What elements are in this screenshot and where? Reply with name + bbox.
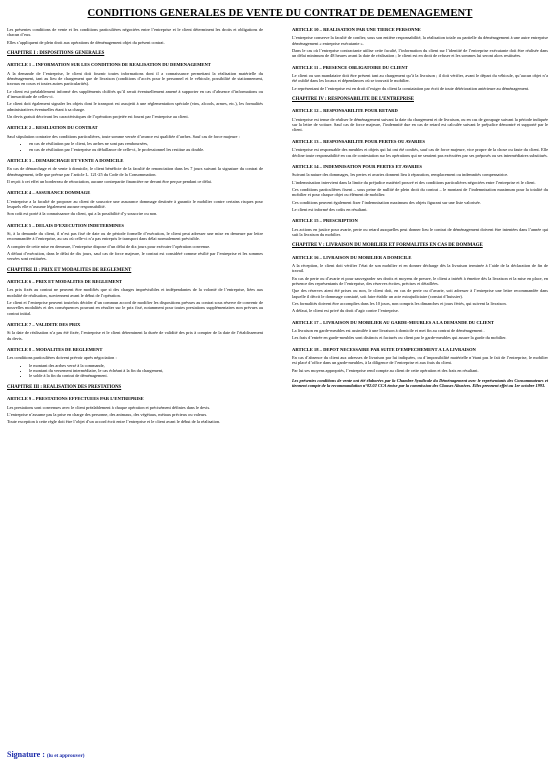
list-item: • en cas de résiliation par l’entreprise ou défaillance de celle-ci, le professionnel les restitue au double. — [29, 147, 263, 152]
article-paragraph: Sauf stipulation contraire des conditions particulières, toute somme versée d’avance est qualifiée d’arrhes. Sauf cas de force majeure : — [7, 133, 240, 139]
article-heading: ARTICLE 9 – PRESTATIONS EFFECTUEES PAR L’ENTREPRISE — [7, 396, 144, 402]
article-heading: ARTICLE 13 – RESPONSABILITE POUR PERTES OU AVARIES — [292, 138, 425, 144]
article-paragraph: En cas de perte ou d’avarie et pour sauvegarder ses droits et moyens de preuve, le client a intérêt à émettre dès la livraison et la mise en place, en présence des représentants de l’entreprise, des réserves écrites, précises et détaillées. — [292, 275, 548, 286]
article-paragraph: En cas d’absence du client aux adresses de livraison par lui indiquées, ou d’impossibilité matérielle n’étant pas le fait de l’entreprise, le mobilier est placé d’office dans un garde-meubles, à la diligence de l’entreprise et aux frais du client. — [292, 355, 548, 366]
article-paragraph: Si la date de réalisation n’a pas été fixée, l’entreprise et le client déterminent la durée de validité des prix à compter de la date de l’établissement du devis. — [7, 330, 263, 341]
article-heading: ARTICLE 12 – RESPONSABILITE POUR RETARD — [292, 108, 398, 114]
article-paragraph: Les prix fixés au contrat ne peuvent être modifiés que si des charges imprévisibles et indépendantes de la volonté de l’entreprise, liées aux modalité de réalisation, surviennent avant le début de l’opération. — [7, 287, 263, 298]
article-list — [7, 141, 263, 152]
article-paragraph: Les prestations sont convenues avec le client préalablement à chaque opération et précisément définies dans le devis. — [7, 404, 211, 410]
article-heading: ARTICLE 2 – RESILIATION DU CONTRAT — [7, 125, 98, 131]
left-column — [7, 27, 263, 427]
article-paragraph: En cas de démarchage et de vente à domicile, le client bénéficie de la faculté de renonciation dans les 7 jours suivant la signature du contrat de déménagement, telle que prévue par l’article L. 121-25 du Code de la Consommation. — [7, 166, 263, 177]
article-paragraph: A la réception, le client doit vérifier l’état de son mobilier et en donner décharge dès la livraison terminée à l’aide de la déclaration de fin de travail. — [292, 262, 548, 274]
footer-note: Les présentes conditions de vente ont été élaborées par la Chambre Syndicale du Déménagement avec le représentants des Consommateurs et tiennent compte de la recommandation n°82.02 CCA émise par la commission des Clauses Abusives. Elles prennent effet au 1er octobre 1993. — [292, 378, 548, 389]
article-heading: ARTICLE 18 – DEPOT NECESSAIRE PAR SUITE D’EMPECHEMENT A LA LIVRAISON — [292, 346, 476, 352]
chapter-heading: CHAPITRE V : LIVRAISON DU MOBILIER ET FORMALITES EN CAS DE DOMMAGE — [292, 243, 483, 249]
article-heading: ARTICLE 5 – DELAIS D’EXECUTION INDETERMINES — [7, 222, 124, 228]
article-paragraph: A la demande de l’entreprise, le client doit fournir toutes informations dont il a connaissance permettant la réalisation matérielle du déménagement, tant au lieu de chargement que de livraison (conditions d’accès pour le personnel et le véhicule, possibilité de stationnement, travaux en cours et toutes autres particularités). — [7, 70, 263, 87]
intro-paragraph: Elles s’appliquent de plein droit aux opérations de déménagement objet du présent contrat. — [7, 39, 165, 45]
article-heading: ARTICLE 14 – INDEMNISATION POUR PERTES ET AVARIES — [292, 163, 422, 169]
article-paragraph: A compter de cette mise en demeure, l’entreprise dispose d’un délai de dix jours pour exécuter l’opération convenue. — [7, 243, 211, 249]
article-heading: ARTICLE 10 – REALISATION PAR UNE TIERCE PERSONNE — [292, 27, 421, 32]
chapter-heading: CHAPITRE IV : RESPONSABILITE DE L’ENTREPRISE — [292, 97, 414, 103]
article-paragraph: Que des réserves aient été prises ou non, le client doit, en cas de perte ou d’avarie, soit adresser à l’entreprise une lettre recommandée dans laquelle il décrit le dommage constaté, soit faire établir un acte extrajudiciaire (constat d’huissier). — [292, 288, 548, 299]
article-paragraph: Il reçoit à cet effet un bordereau de rétractation, aucune contrepartie financière ne devant être perçue pendant ce délai. — [7, 178, 212, 184]
article-paragraph: Toute exception à cette règle doit être l’objet d’un accord écrit entre l’entreprise et le client avant le début de la réalisation. — [7, 419, 221, 425]
article-paragraph: Le client et l’entreprise peuvent toutefois décider d’un commun accord de modifier les dispositions prévues au contrat sous réserve de convenir de nouvelles modalités et des conséquences pouvant en résulter sur le prix fixé, notamment pour toutes prestations supplémentaires non prévues au contrat initial. — [7, 300, 263, 316]
signature-label: Signature : — [7, 750, 45, 759]
article-heading: ARTICLE 7 – VALIDITE DES PRIX — [7, 322, 81, 328]
chapter-heading: CHAPITRE III : REALISATION DES PRESTATIONS — [7, 384, 122, 390]
article-paragraph: Le client est informé des coûts en résultant. — [292, 206, 368, 212]
list-item: • le montant des arrhes versé à la commande, — [29, 363, 263, 368]
article-paragraph: Les conditions particulières doivent prévoir après négociation : — [7, 355, 117, 361]
article-paragraph: L’entreprise est responsable des meubles et objets qui lui ont été confiés, sauf cas de force majeure, vice propre de la chose ou faute du client. Elle décline toute responsabilité en cas de contestation sur les opérations qui ne seraient pas exécutées par ses préposés ou ses intermédiaires substitués. — [292, 147, 548, 158]
article-heading: ARTICLE 4 – ASSURANCE DOMMAGE — [7, 190, 91, 196]
article-paragraph: L’entreprise n’assume pas la prise en charge des personne, des animaux, des végétaux, métaux précieux ou valeurs. — [7, 411, 208, 417]
right-column — [292, 27, 548, 391]
article-paragraph: La livraison en garde-meubles est assimilée à une livraison à domicile et met fin au contrat de déménagement . — [292, 328, 485, 334]
article-heading: ARTICLE 17 – LIVRAISON DU MOBILIER AU GARDE-MEUBLES A LA DEMANDE DU CLIENT — [292, 319, 494, 325]
article-paragraph: Ces formalités doivent être accomplies dans les 10 jours, non compris les dimanches et jours fériés, qui suivent la livraison. — [292, 301, 507, 307]
article-heading: ARTICLE 16 – LIVRAISON DU MOBILIER A DOMICILE — [292, 254, 412, 260]
signature-note: (lu et approuver) — [46, 753, 85, 759]
article-paragraph: Ces conditions peuvent également fixer l’indemnisation maximum des objets figurant sur une liste valorisée. — [292, 199, 481, 205]
article-paragraph: A défaut, le client est privé du droit d’agir contre l’entreprise. — [292, 308, 399, 314]
article-paragraph: Le client est préalablement informé des suppléments chiffrés qu’il serait éventuellement amené à supporter en cas d’absence d’informations ou d’inexactitude de celles-ci. — [7, 88, 263, 100]
article-paragraph: A défaut d’exécution, dans le délai de dix jours, sauf cas de force majeure, le contrat est considéré comme résilié par l’entreprise et les sommes versées sont restituées. — [7, 250, 263, 262]
article-paragraph: Ces conditions particulières fixent – sous peine de nullité de plein droit du contrat – le montant de l’indemnisation maximum pour la totalité du mobilier et pour chaque objet ou élément de mobilier. — [292, 186, 548, 198]
intro-paragraph: Les présentes conditions de vente et les conditions particulières négociées entre l’entreprise et le client déterminent les droits et obligations de chacun d’eux. — [7, 27, 263, 38]
article-heading: ARTICLE 8 – MODALITES DE REGLEMENT — [7, 347, 103, 353]
list-item: • le solde à la fin du contrat de déménagement. — [29, 373, 263, 378]
article-heading: ARTICLE 6 – PRIX ET MODALITES DE REGLEMENT — [7, 279, 123, 284]
article-heading: ARTICLE 15 – PRESCRIPTION — [292, 218, 358, 224]
list-item: • le montant du versement intermédiaire, le cas échéant à la fin du chargement, — [29, 368, 263, 373]
chapter-heading: CHAPITRE I : DISPOSITIONS GENERALES — [7, 51, 105, 57]
article-paragraph: Le client ou son mandataire doit être présent tant au chargement qu’à la livraison ; il doit vérifier, avant le départ du véhicule, qu’aucun objet n’a été oublié dans les locaux et dépendances où se trouvait le mobilier. — [292, 73, 548, 84]
article-paragraph: Les frais d’entrée en garde-meubles sont distincts et facturés ou client par le garde-meubles qui assure la garde du mobilier. — [292, 335, 507, 341]
signature-line — [7, 750, 85, 759]
article-paragraph: Si, à la demande du client, il n’est pas fixé de date ou de période formelle d’exécution, le client peut adresser une mise en demeure par lettre recommandée à l’entreprise, au cas où celle-ci n’a pas entrepris le transport dans délai normalement prévisible. — [7, 230, 263, 242]
article-paragraph: Par lui ses moyens appropriés, l’entreprise rend compte au client de cette opération et des frais en résultant. — [292, 367, 479, 373]
document-title: CONDITIONS GENERALES DE VENTE DU CONTRAT DE DEMENAGEMENT — [87, 8, 473, 19]
article-paragraph: Un devis gratuit décrivant les caractéristiques de l’opération projetée est fourni par l’entreprise au client. — [7, 114, 189, 120]
article-paragraph: Dans le cas où l’entreprise contractante utilise cette faculté, l’information du client sur l’identité de l’entreprise exécutante doit être réalisée dans un délai minimum de 48 heures avant la date de réalisation ; le client est en droit de refuser et les sommes lui seront alors restituées. — [292, 48, 548, 59]
chapter-heading: CHAPITRE II : PRIX ET MODALITES DE REGLEMENT — [7, 267, 132, 273]
article-paragraph: L’entreprise a la faculté de proposer au client de souscrire une assurance dommage destinée à garantir le mobilier contre certains risques pour lesquels elle n’assume légalement aucune responsabilité. — [7, 198, 263, 209]
article-paragraph: Les actions en justice pour avarie, perte ou retard auxquelles peut donner lieu le contrat de déménagement doivent être intentées dans l’année qui suit la livraison du mobilier. — [292, 226, 548, 237]
article-paragraph: L’entreprise est tenue de réaliser le déménagement suivant la date du chargement et de livraison, ou en cas de groupage suivant la période indiquée sur la lettre de voiture. Sauf cas de force majeure, l’indemnité due en cas de retard est calculée suivant le préjudice démontré et supporté par le client. — [292, 116, 548, 133]
article-list — [7, 363, 263, 379]
article-paragraph: Son coût est porté à la connaissance du client, qui a la possibilité d’y souscrire ou non. — [7, 211, 158, 217]
article-paragraph: Le représentant de l’entreprise est en droit d’exiger du client la constatation par écrit de toute détérioration antérieure au déménagement. — [292, 85, 530, 91]
article-paragraph: Le client doit également signaler les objets dont le transport est assujetti à une réglementation spéciale (vins, alcools, armes, etc.), les formalités administratives éventuelles étant à sa charge. — [7, 101, 263, 112]
list-item: • en cas de résiliation par le client, les arrhes ne sont pas remboursées, — [29, 141, 263, 146]
article-heading: ARTICLE 1 – INFORMATION SUR LES CONDITIONS DE REALISATION DU DEMENAGEMENT — [7, 62, 211, 68]
article-heading: ARTICLE 3 – DEMARCHAGE ET VENTE A DOMICILE — [7, 157, 124, 163]
article-paragraph: L’indemnisation intervient dans la limite du préjudice matériel prouvé et des conditions particulières négociées entre l’entreprise et le client. — [292, 179, 536, 185]
article-paragraph: L’entreprise conserve la faculté de confier, sous son entière responsabilité, la réalisation totale ou partielle du déménagement à une autre entreprise déménagement « entreprise exécutante ». — [292, 35, 548, 46]
article-paragraph: Suivant la nature des dommages, les pertes et avaries donnent lieu à réparation, remplacement ou indemnités compensatrice. — [292, 172, 509, 178]
article-heading: ARTICLE 11 – PRESENCE OBLIGATOIRE DU CLIENT — [292, 64, 408, 70]
